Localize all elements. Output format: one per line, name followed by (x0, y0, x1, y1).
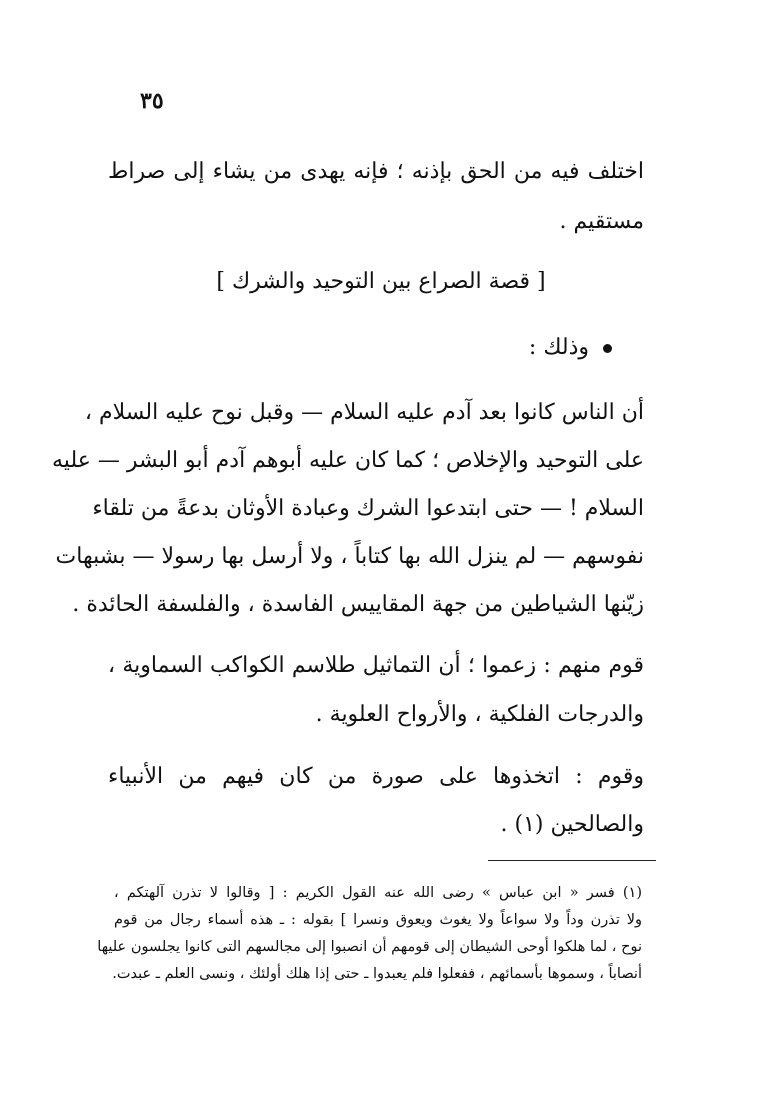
footnote-divider (488, 860, 656, 861)
intro-line-1: اختلف فيه من الحق بإذنه ؛ فإنه يهدى من يشاء إلى صراط (108, 159, 644, 184)
footnote-line-4: أنصاباً ، وسموها بأسمائهم ، ففعلوا فلم يعبدوا ـ حتى إذا هلك أولئك ، ونسى العلم ـ عبدت. (112, 966, 642, 982)
paragraph3-line-1: وقوم : اتخذوها على صورة من كان فيهم من الأنبياء (108, 764, 644, 789)
page-number: ٣٥ (140, 88, 164, 114)
footnote-line-3: نوح ، لما هلكوا أوحى الشيطان إلى قومهم أن انصبوا إلى مجالسهم التى كانوا يجلسون عليها (97, 939, 642, 955)
paragraph1-line-5: زيّنها الشياطين من جهة المقاييس الفاسدة ، والفلسفة الحائدة . (72, 592, 644, 617)
bullet-item (529, 331, 612, 365)
bullet-text: وذلك : (528, 335, 589, 360)
footnote-line-1: (١) فسر « ابن عباس » رضى الله عنه القول الكريم : [ وقالوا لا تذرن آلهتكم ، (114, 885, 642, 901)
paragraph2-line-2: والدرجات الفلكية ، والأرواح العلوية . (315, 702, 644, 727)
paragraph1-line-1: أن الناس كانوا بعد آدم عليه السلام — وقبل نوح عليه السلام ، (84, 400, 644, 425)
section-heading: [ قصة الصراع بين التوحيد والشرك ] (216, 269, 546, 294)
paragraph1-line-4: نفوسهم — لم ينزل الله بها كتاباً ، ولا أرسل بها رسولا — بشبهات (55, 544, 644, 569)
paragraph1-line-3: السلام ! — حتى ابتدعوا الشرك وعبادة الأوثان بدعةً من تلقاء (92, 496, 644, 521)
paragraph1-line-2: على التوحيد والإخلاص ؛ كما كان عليه أبوهم آدم أبو البشر — عليه (52, 448, 644, 473)
paragraph2-line-1: قوم منهم : زعموا ؛ أن التماثيل طلاسم الكواكب السماوية ، (108, 653, 644, 678)
bullet-icon (603, 344, 612, 353)
footnote-line-2: ولا تذرن وداً ولا سواعاً ولا يغوث ويعوق ونسرا ] بقوله : ـ هذه أسماء رجال من قوم (114, 912, 642, 928)
paragraph3-line-2: والصالحين (١) . (500, 812, 644, 837)
intro-line-2: مستقيم . (559, 209, 644, 234)
